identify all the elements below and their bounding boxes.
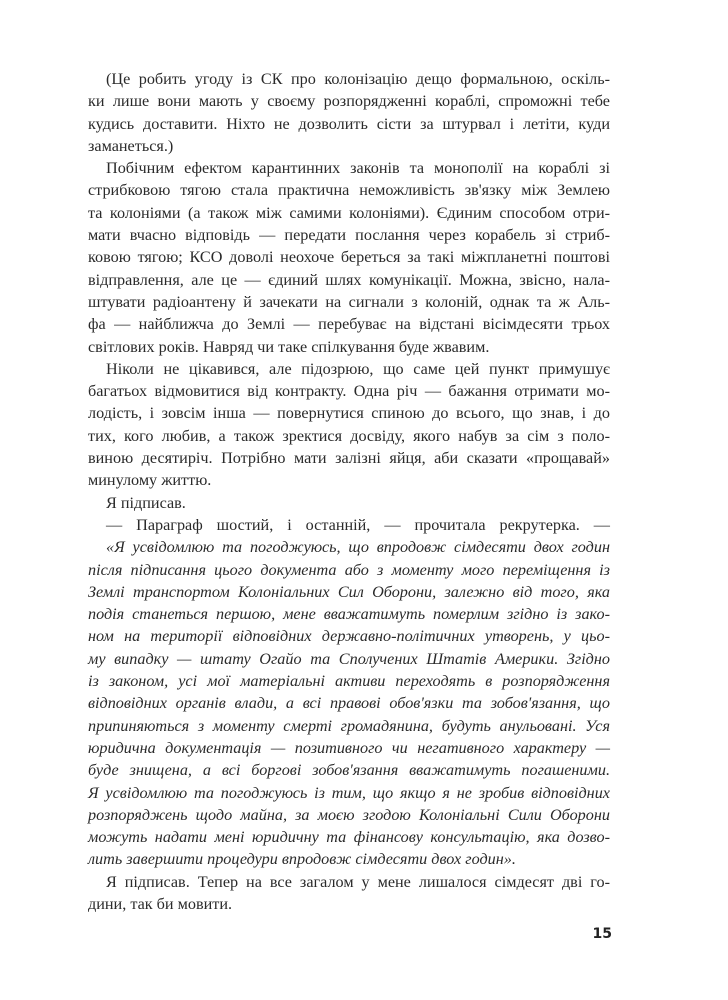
text-line: му випадку — штату Огайо та Сполучених Штатів Америки. Згідно <box>88 649 610 668</box>
text-line: кудись доставити. Ніхто не дозволить сісти за штурвал і летіти, куди <box>88 114 610 133</box>
text-line: Землі транспортом Колоніальних Сил Оборони, залежно від того, яка <box>88 582 610 601</box>
text-line: після підписання цього документа або з моменту мого переміщення із <box>88 560 610 579</box>
text-line: Я усвідомлюю та погоджуюсь із тим, що якщо я не зробив відповідних <box>88 783 610 802</box>
text-line: юридична документація — позитивного чи негативного характеру — <box>88 738 610 757</box>
text-line: виною десятиріч. Потрібно мати залізні яйця, аби сказати «прощавай» <box>88 449 610 468</box>
text-line: можуть надати мені юридичну та фінансову консультацію, яка дозво- <box>88 828 610 847</box>
text-line: мати вчасно відповідь — передати послання через корабель зі стриб- <box>88 226 610 245</box>
text-line: лить завершити процедури впродовж сімдесяти двох годин». <box>88 850 516 869</box>
text-line: «Я усвідомлюю та погоджуюсь, що впродовж сімдесяти двох годин <box>106 538 610 557</box>
text-line: дини, так би мовити. <box>88 894 233 913</box>
text-line: буде знищена, а всі боргові зобов'язання вважатимуть погашеними. <box>88 761 610 780</box>
text-line: тих, кого любив, а також зректися досвіду, якого набув за сім з поло- <box>88 426 610 445</box>
text-line: штувати радіоантену й зачекати на сигнали з колоній, однак та ж Аль- <box>88 292 610 311</box>
text-line: лодість, і зовсім інша — повернутися спиною до всього, що знав, і до <box>88 404 610 423</box>
text-line: (Це робить угоду із СК про колонізацію дещо формальною, оскіль- <box>106 70 610 88</box>
text-line: ки лише вони мають у своєму розпорядженні кораблі, спроможні тебе <box>88 92 610 111</box>
text-line: розпоряджень щодо майна, за моєю згодою Колоніальні Сили Оборони <box>88 805 610 824</box>
text-line: Я підписав. Тепер на все загалом у мене лишалося сімдесят дві го- <box>106 872 610 891</box>
text-line: ном на території відповідних державно-політичних утворень, у цьо- <box>88 627 610 646</box>
text-line: Ніколи не цікавився, але підозрюю, що саме цей пункт примушує <box>106 359 610 378</box>
text-line: припиняються з моменту смерті громадянина, будуть анульовані. Уся <box>88 716 610 735</box>
text-line: — Параграф шостий, і останній, — прочитала рекрутерка. — <box>106 515 610 534</box>
text-line: Побічним ефектом карантинних законів та монополії на кораблі зі <box>106 159 610 178</box>
body-text <box>88 68 610 915</box>
page-number: 15 <box>592 926 612 942</box>
text-line: із законом, усі мої матеріальні активи переходять в розпорядження <box>88 672 610 691</box>
text-line: Я підписав. <box>106 493 186 512</box>
text-line: фа — найближча до Землі — перебуває на відстані вісімдесяти трьох <box>88 315 610 334</box>
text-line: подія станеться першою, мене вважатимуть померлим згідно із зако- <box>88 605 610 624</box>
text-line: відповідних органів влади, а всі правові обов'язки та зобов'язання, що <box>88 694 610 713</box>
text-line: багатьох відмовитися від контракту. Одна річ — бажання отримати мо- <box>88 382 610 401</box>
text-line: відправлення, але це — єдиний шлях комунікації. Можна, звісно, нала- <box>88 270 610 289</box>
text-line: минулому життю. <box>88 471 212 490</box>
text-line: стрибковою тягою стала практична неможливість зв'язку між Землею <box>88 181 610 200</box>
text-line: світлових років. Навряд чи таке спілкування буде жвавим. <box>88 337 490 356</box>
text-line: ковою тягою; КСО доволі неохоче береться за такі міжпланетні поштові <box>88 248 610 267</box>
text-line: заманеться.) <box>88 136 174 155</box>
text-line: та колоніями (а також між самими колоніями). Єдиним способом отри- <box>88 203 610 222</box>
